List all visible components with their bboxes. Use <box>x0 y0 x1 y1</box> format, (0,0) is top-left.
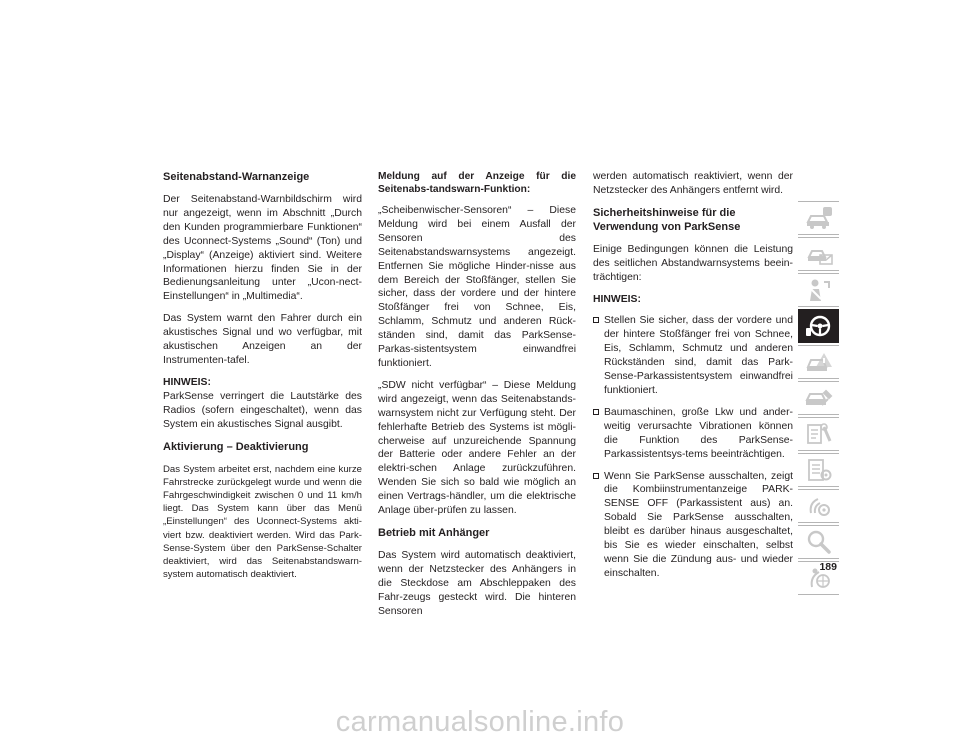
car-info-icon <box>804 205 834 231</box>
heading-activation: Aktivierung – Deaktivierung <box>163 440 309 453</box>
multimedia-icon <box>804 493 834 519</box>
paragraph-wiper-sensors: „Scheibenwischer-Sensoren“ – Diese Meldung wird bei einem Ausfall der Sensoren des Seitenabstandswarnsystems angezeigt. Entfernen Sie mögliche Hinder-nisse aus dem Bereich der Stoßfänger, stellen Sie sicher, dass der vordere und der hintere Stoßfänger frei von Schnee, Eis, Schlamm, Schmutz und anderen Rück-ständen sind, damit das ParkSense-Parkas-sistentsystem einwandfrei funktioniert. <box>378 205 576 369</box>
tab-maintenance[interactable] <box>798 417 839 451</box>
tab-index[interactable] <box>798 525 839 559</box>
note-label: HINWEIS: <box>163 376 211 388</box>
list-item: Stellen Sie sicher, dass der vordere und der hintere Stoßfänger frei von Schnee, Eis, Schlamm, Schmutz und anderen Rückständen sind, damit das Park-Sense-Parkassistentsystem einwandfrei funktioniert. <box>593 314 793 397</box>
subheading-display-message: Meldung auf der Anzeige für die Seitenabs-tandswarn-Funktion: <box>378 171 576 195</box>
watermark: carmanualsonline.info <box>335 706 625 738</box>
paragraph-warning-display: Der Seitenabstand-Warnbildschirm wird nur angezeigt, wenn im Abschnitt „Durch den Kunden programmierbare Funktionen“ des Uconnect-Systems „Sound“ (Ton) und „Display“ (Anzeige) aktiviert sind. Weitere Informationen hierzu finden Sie in der Bedienungsanleitung unter „Ucon-nect-Einstellungen“ in „Multimedia“. <box>163 194 362 303</box>
tab-car-info[interactable] <box>798 201 839 235</box>
tab-service[interactable] <box>798 381 839 415</box>
tab-starting-operating[interactable] <box>798 309 839 343</box>
square-bullet-icon <box>593 409 599 415</box>
paragraph-trailer: Das System wird automatisch deaktiviert, wenn der Netzstecker des Anhängers in die Steckdose am Abschleppaken des Fahr-zeugs gesteckt wird. Die hinteren Sensoren <box>378 549 576 617</box>
warning-lights-icon <box>804 241 834 267</box>
note-text: ParkSense verringert die Lautstärke des Radios (sofern eingeschaltet), wenn das System ein akustisches Signal ausgibt. <box>163 390 362 430</box>
heading-safety-tips: Sicherheitshinweise für die Verwendung von ParkSense <box>593 206 741 233</box>
tab-multimedia[interactable] <box>798 489 839 523</box>
paragraph-sensors-reactivated: werden automatisch reaktiviert, wenn der Netzstecker des Anhängers entfernt wird. <box>593 171 793 196</box>
note-block <box>163 376 362 432</box>
column-middle <box>378 170 576 626</box>
safety-belt-icon <box>804 277 834 303</box>
tab-warning-lights[interactable] <box>798 237 839 271</box>
chapter-tabs <box>798 201 840 597</box>
tab-specifications[interactable] <box>798 453 839 487</box>
note-label: HINWEIS: <box>593 293 641 305</box>
list-item: Wenn Sie ParkSense ausschalten, zeigt die Kombiinstrumentanzeige PARK-SENSE OFF (Parkassistent aus) an. Sobald Sie ParkSense ausschalten, bleibt es darüber hinaus ausgeschaltet, bis Sie es wieder einschalten, selbst wenn Sie die Zündung aus- und wieder einschalten. <box>593 470 793 581</box>
tab-emergency[interactable] <box>798 345 839 379</box>
heading-trailer: Betrieb mit Anhänger <box>378 526 490 539</box>
heading-side-distance-warning: Seitenabstand-Warnanzeige <box>163 171 310 183</box>
column-left <box>163 170 362 589</box>
column-right <box>593 170 793 589</box>
search-icon <box>804 529 834 555</box>
square-bullet-icon <box>593 317 599 323</box>
steering-wheel-icon <box>804 313 834 339</box>
service-car-icon <box>804 385 834 411</box>
paragraph-activation: Das System arbeitet erst, nachdem eine kurze Fahrstrecke zurückgelegt wurde und wenn die Fahrgeschwindigkeit zwischen 0 und 11 km/h liegt. Das System kann über das Menü „Einstellungen“ des Uconnect-Systems akti-viert bzw. deaktiviert werden. Wird das Park-Sense-System über den ParkSense-Schalter deaktiviert, wird das Seitenabstandswarn-system automatisch deaktiviert. <box>163 463 362 581</box>
square-bullet-icon <box>593 473 599 479</box>
paragraph-conditions: Einige Bedingungen können die Leistung des seitlichen Abstandwarnsystems beein-trächtigen: <box>593 243 793 283</box>
tools-icon <box>804 421 834 447</box>
tab-safety[interactable] <box>798 273 839 307</box>
bullet-list <box>593 314 793 580</box>
paragraph-acoustic-signal: Das System warnt den Fahrer durch ein akustisches Signal und wo verfügbar, mit akustischen Anzeigen an der Instrumenten-tafel. <box>163 313 362 366</box>
list-item: Baumaschinen, große Lkw und ander-weitig verursachte Vibrationen können die Funktion des ParkSense-Parkassistentsys-tems beeinträchtigen. <box>593 406 793 462</box>
paragraph-sdw-unavailable: „SDW nicht verfügbar“ – Diese Meldung wird angezeigt, wenn das Seitenabstands-warnsystem nicht zur Verfügung steht. Der fehlerhafte Betrieb des Systems ist mögli-cherweise auf unzureichende Spannung der Batterie oder andere Fehler an der elektri-schen Anlage zurückzuführen. Wenden Sie sich so bald wie möglich an einen Vertrags-händler, um die elektrische Anlage über-prüfen zu lassen. <box>378 379 576 517</box>
specifications-icon <box>804 457 834 483</box>
page-number: 189 <box>819 561 837 573</box>
emergency-icon <box>804 349 834 375</box>
